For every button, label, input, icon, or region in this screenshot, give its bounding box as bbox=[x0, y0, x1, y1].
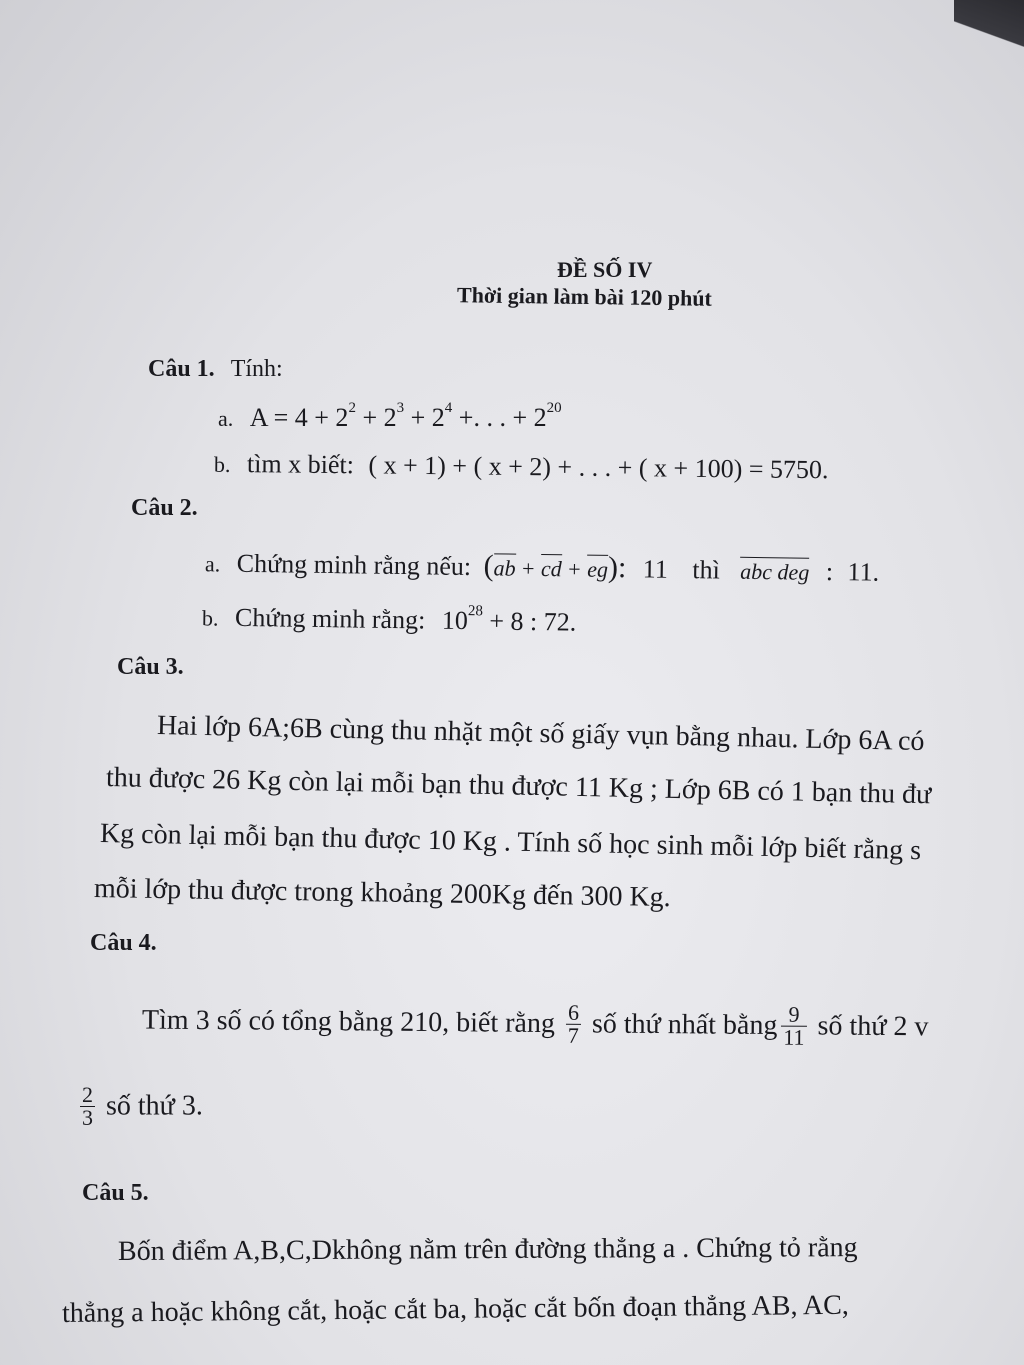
q1-a-exp2: 3 bbox=[396, 400, 405, 417]
q1-b-expr: ( x + 1) + ( x + 2) + . . . + ( x + 100) = 5750. bbox=[368, 450, 829, 485]
q2-plus-2: + bbox=[568, 556, 581, 582]
q4-line-2 bbox=[80, 1084, 203, 1129]
q3-line-1: Hai lớp 6A;6B cùng thu nhặt một số giấy vụn bằng nhau. Lớp 6A có bbox=[156, 710, 925, 758]
q1-prompt: Tính: bbox=[230, 356, 283, 382]
q2-colon: : bbox=[825, 556, 834, 587]
question-1-label bbox=[148, 356, 283, 383]
q5-line-1: Bốn điểm A,B,C,Dkhông nằm trên đường thẳng a . Chứng tỏ rằng bbox=[117, 1232, 858, 1267]
q2-a-text: Chứng minh rằng nếu: bbox=[236, 548, 472, 582]
q2-close-paren: ): bbox=[607, 550, 627, 585]
question-3-label: Câu 3. bbox=[117, 654, 184, 680]
background-corner bbox=[954, 0, 1024, 90]
fraction-2-3-den: 3 bbox=[82, 1105, 93, 1130]
q2-b-text: Chứng minh rằng: bbox=[234, 602, 426, 635]
q1-a-exp4: 20 bbox=[546, 400, 562, 417]
q4-text-4: số thứ 3. bbox=[106, 1090, 203, 1122]
q1-a-p3: + 2 bbox=[410, 403, 445, 432]
fraction-2-3-num: 2 bbox=[82, 1082, 93, 1107]
q2-thi: thì bbox=[692, 555, 720, 585]
q2-divisor-1: 11 bbox=[642, 554, 669, 584]
fraction-9-11 bbox=[781, 1001, 807, 1050]
q1-a-label: a. bbox=[218, 406, 234, 431]
fraction-9-11-num: 9 bbox=[781, 1004, 806, 1027]
q1-b-text: tìm x biết: bbox=[246, 449, 355, 480]
q3-line-4: mỗi lớp thu được trong khoảng 200Kg đến 300 Kg. bbox=[93, 873, 671, 914]
fraction-9-11-den: 11 bbox=[783, 1024, 805, 1050]
question-2-label: Câu 2. bbox=[131, 495, 198, 521]
q2-a-label: a. bbox=[204, 551, 221, 577]
exam-subtitle: Thời gian làm bài 120 phút bbox=[456, 282, 713, 311]
fraction-6-7 bbox=[566, 999, 581, 1048]
fraction-6-7-num: 6 bbox=[567, 999, 580, 1025]
exam-title: ĐỀ SỐ IV bbox=[557, 257, 653, 282]
q2-b-label: b. bbox=[201, 605, 219, 631]
q2-b-base: 10 bbox=[441, 605, 469, 636]
overline-abcdeg: abc deg bbox=[740, 558, 810, 585]
q1-label: Câu 1. bbox=[148, 356, 215, 382]
q2-plus-1: + bbox=[521, 555, 535, 581]
q1-a-lhs: A = 4 + 2 bbox=[249, 403, 349, 432]
q4-text-2: số thứ nhất bằng bbox=[591, 1008, 778, 1042]
q1-b-label: b. bbox=[213, 451, 231, 477]
q2-open-paren: ( bbox=[483, 549, 494, 583]
q1-a-p2: + 2 bbox=[362, 403, 397, 432]
fraction-6-7-den: 7 bbox=[567, 1022, 579, 1048]
q1-a-p4: +. . . + 2 bbox=[458, 403, 547, 432]
q1-a-exp3: 4 bbox=[444, 400, 453, 417]
overline-eg: eg bbox=[587, 556, 609, 582]
q4-line-1 bbox=[142, 998, 929, 1050]
q3-line-3: Kg còn lại mỗi bạn thu được 10 Kg . Tính số học sinh mỗi lớp biết rằng s bbox=[99, 818, 922, 867]
q2-part-b bbox=[202, 602, 577, 637]
fraction-2-3 bbox=[80, 1084, 95, 1129]
overline-cd: cd bbox=[540, 555, 562, 582]
q4-text-1: Tìm 3 số có tổng bằng 210, biết rằng bbox=[141, 1004, 556, 1040]
q2-b-rest: + 8 : 72. bbox=[489, 606, 577, 637]
q5-line-2: thẳng a hoặc không cắt, hoặc cắt ba, hoặc cắt bốn đoạn thẳng AB, AC, bbox=[61, 1289, 849, 1329]
q1-part-a bbox=[218, 400, 562, 433]
overline-ab: ab bbox=[493, 555, 516, 581]
q2-b-exp: 28 bbox=[467, 603, 484, 620]
q2-divisor-2: 11. bbox=[847, 557, 880, 587]
q3-line-2: thu được 26 Kg còn lại mỗi bạn thu được 11 Kg ; Lớp 6B có 1 bạn thu đư bbox=[105, 762, 932, 811]
q4-text-3: số thứ 2 v bbox=[817, 1010, 929, 1043]
question-4-label: Câu 4. bbox=[90, 930, 157, 956]
q1-part-b bbox=[214, 449, 829, 485]
question-5-label: Câu 5. bbox=[82, 1180, 149, 1206]
q1-a-exp1: 2 bbox=[348, 400, 356, 417]
